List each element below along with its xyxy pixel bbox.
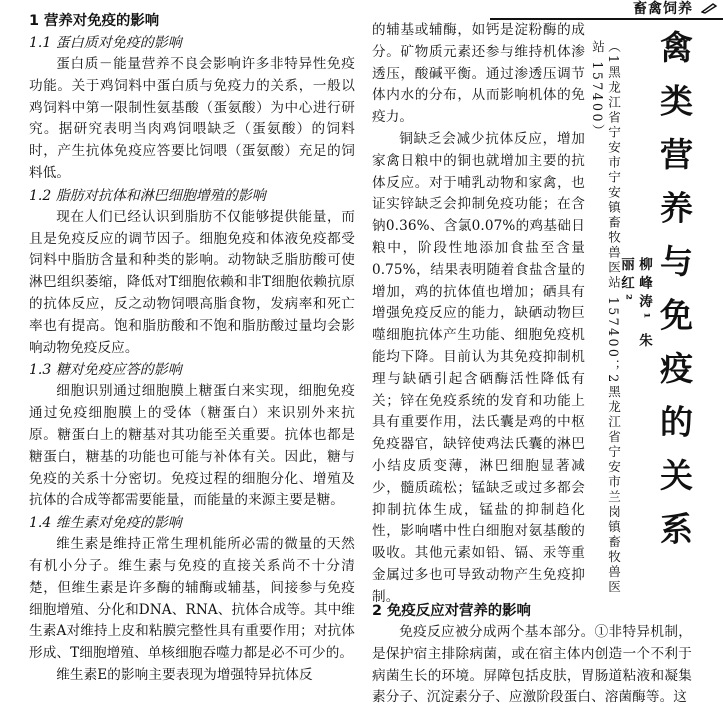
section-1-1-heading: 1.1 蛋白质对免疫的影响 <box>29 35 182 51</box>
mineral-paragraph-continued: 的辅基或辅酶，如钙是淀粉酶的成分。矿物质元素还参与维持机体渗透压，酸碱平衡。通过渗透压调节体内水的分布，从而影响机体的免疫力。 <box>372 22 585 126</box>
section-1-2-paragraph: 现在人们已经认识到脂肪不仅能够提供能量，而且是免疫反应的调节因子。细胞免疫和体液免疫都受饲料中脂肪含量和种类的影响。动物缺乏脂肪酸可使淋巴组织萎缩，降低对T细胞依赖和非T细胞依赖抗原的抗体反应，反之动物饲喂高脂食物，发病率和死亡率也有提高。饱和脂肪酸和不饱和脂肪酸过量均会影响动物免疫反应。 <box>29 208 355 356</box>
section-1-4-paragraph-1: 维生素是维持正常生理机能所必需的微量的天然有机小分子。维生素与免疫的直接关系尚不十分清楚，但维生素是许多酶的辅酶或辅基，间接参与免疫细胞增殖、分化和DNA、RNA、抗体合成等。其中维生素A对维持上皮和粘膜完整性具有重要作用；对抗体形成、T细胞增殖、单核细胞吞噬力都是必不可少的。 <box>29 536 355 662</box>
section-1-4-paragraph-2: 维生素E的影响主要表现为增强特异抗体反 <box>56 666 313 683</box>
left-column <box>29 10 355 687</box>
section-1-2-heading: 1.2 脂肪对抗体和淋巴细胞增殖的影响 <box>29 187 266 204</box>
section-1-1-paragraph: 蛋白质－能量营养不良会影响许多非特异性免疫功能。关于鸡饲料中蛋白质与免疫力的关系，一般以鸡饲料中第一限制性氨基酸（蛋氨酸）为中心进行研究。据研究表明当肉鸡饲喂缺乏（蛋氨酸）的饲料时，产生抗体免疫应答要比饲喂（蛋氨酸）充足的饲料低。 <box>29 56 355 181</box>
section-1-heading: 1 营养对免疫的影响 <box>29 13 160 29</box>
section-1-3-paragraph: 细胞识别通过细胞膜上糖蛋白来实现，细胞免疫通过免疫细胞膜上的受体（糖蛋白）来识别外来抗原。糖蛋白上的糖基对其功能至关重要。抗体也都是糖蛋白，糖基的功能也可能与补体有关。因此，糖与免疫的关系十分密切。免疫过程的细胞分化、增殖及抗体的合成等都需要能量，而能量的来源主要是糖。 <box>29 383 355 509</box>
running-head <box>490 0 723 20</box>
author-names: 柳峰涛¹ 朱丽红² <box>618 257 652 352</box>
article-title: 禽类营养与免疫的关系 <box>655 30 694 565</box>
section-2-paragraph: 免疫反应被分成两个基本部分。①非特异机制，是保护宿主排除病菌，或在宿主体内创造一个不利于病菌生长的环境。屏障包括皮肤，胃肠道粘液和凝集素分子、沉淀素分子、应激阶段蛋白、溶菌酶等。这 <box>372 624 692 706</box>
middle-column <box>372 20 585 609</box>
section-1-3-heading: 1.3 糖对免疫应答的影响 <box>29 362 182 379</box>
section-2-block <box>372 600 692 709</box>
copper-paragraph: 铜缺乏会减少抗体反应，增加家禽日粮中的铜也就增加主要的抗体反应。对于哺乳动物和家禽，也证实锌缺乏会抑制免疫功能；在含钠0.36%、含氯0.07%的鸡基础日粮中，阶段性地添加食盐至含量0.75%，结果表明随着食盐含量的增加，鸡的抗体值也增加；硒具有增强免疫反应的能力，缺硒动物巨噬细胞抗体产生功能、细胞免疫机能均下降。目前认为其免疫抑制机理与缺硒引起含硒酶活性降低有关；锌在免疫系统的发育和功能上具有重要作用，法氏囊是鸡的中枢免疫器官，缺锌使鸡法氏囊的淋巴小结皮质变薄，淋巴细胞显著减少，髓质疏松；锰缺乏或过多都会抑制抗体生成，锰盐的抑制趋化性，影响嗜中性白细胞对氨基酸的吸收。其他元素如铅、镉、汞等重金属过多也可导致动物产生免疫抑制。 <box>372 130 585 605</box>
section-1-4-heading: 1.4 维生素对免疫的影响 <box>29 515 182 532</box>
author-affiliation: （1黑龙江省宁安市宁安镇畜牧兽医站 157400；2黑龙江省宁安市兰岗镇畜牧兽医站 157400） <box>590 40 621 595</box>
running-head-text: 畜禽饲养 <box>633 1 693 17</box>
section-2-heading: 2 免疫反应对营养的影响 <box>372 603 531 619</box>
pen-icon <box>701 2 717 14</box>
